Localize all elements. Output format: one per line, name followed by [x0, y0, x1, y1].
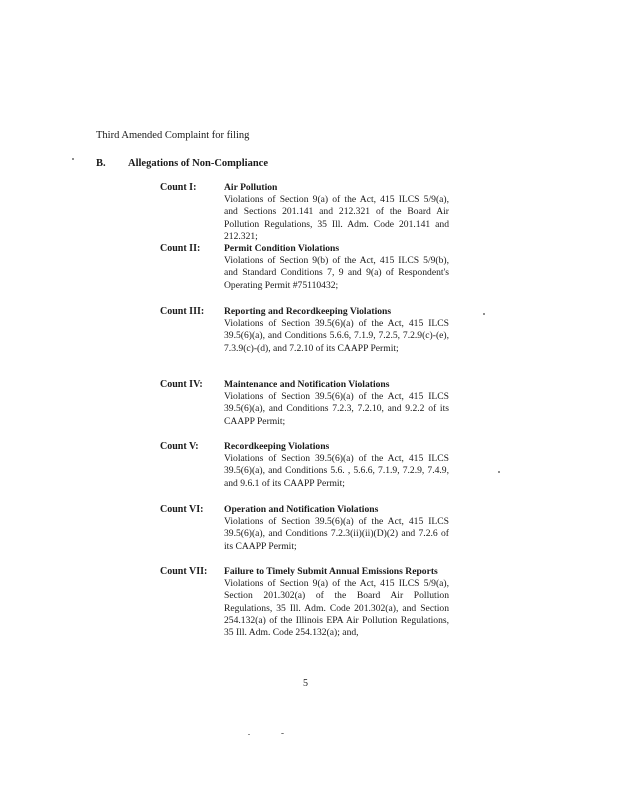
- count-title: Recordkeeping Violations: [224, 441, 330, 452]
- count-text: Violations of Section 9(a) of the Act, 415 ILCS 5/9(a), Section 201.302(a) of the Board Air Pollution Regulations, 35 Ill. Adm. Code 201.302(a), and Section 254.132(a) of the Illinois EPA Air Pollution Regulations, 35 Ill. Adm. Code 254.132(a); and,: [224, 578, 449, 639]
- count-text: Violations of Section 39.5(6)(a) of the Act, 415 ILCS 39.5(6)(a), and Conditions 5.6.6, 7.1.9, 7.2.5, 7.2.9(c)-(e), 7.3.9(c)-(d), and 7.2.10 of its CAAPP Permit;: [224, 318, 449, 354]
- document-header: Third Amended Complaint for filing: [96, 130, 250, 141]
- count-text: Violations of Section 39.5(6)(a) of the Act, 415 ILCS 39.5(6)(a), and Conditions 7.2.3(ii)(ii)(D)(2) and 7.2.6 of its CAAPP Permit;: [224, 516, 449, 552]
- count-title: Reporting and Recordkeeping Violations: [224, 306, 392, 317]
- page-number: 5: [303, 678, 308, 689]
- count-text: Violations of Section 9(a) of the Act, 415 ILCS 5/9(a), and Sections 201.141 and 212.321 of the Board Air Pollution Regulations, 35 Ill. Adm. Code 201.141 and 212.321;: [224, 194, 449, 242]
- count-label: Count IV:: [160, 379, 203, 390]
- count-label: Count V:: [160, 441, 199, 452]
- section-letter: B.: [96, 158, 106, 169]
- count-label: Count VII:: [160, 566, 208, 577]
- section-title: Allegations of Non-Compliance: [128, 158, 268, 169]
- scan-speck: [281, 733, 284, 734]
- count-label: Count VI:: [160, 504, 204, 515]
- count-text: Violations of Section 9(b) of the Act, 415 ILCS 5/9(b), and Standard Conditions 7, 9 and 9(a) of Respondent's Operating Permit #75110432;: [224, 255, 449, 291]
- count-title: Permit Condition Violations: [224, 243, 340, 254]
- count-title: Air Pollution: [224, 182, 278, 193]
- scan-speck: [483, 313, 485, 315]
- count-title: Failure to Timely Submit Annual Emissions Reports: [224, 566, 438, 577]
- count-label: Count I:: [160, 182, 197, 193]
- scan-speck: [498, 471, 500, 473]
- count-text: Violations of Section 39.5(6)(a) of the Act, 415 ILCS 39.5(6)(a), and Conditions 5.6. , 5.6.6, 7.1.9, 7.2.9, 7.4.9, and 9.6.1 of its CAAPP Permit;: [224, 453, 449, 489]
- count-label: Count II:: [160, 243, 201, 254]
- count-title: Operation and Notification Violations: [224, 504, 379, 515]
- count-text: Violations of Section 39.5(6)(a) of the Act, 415 ILCS 39.5(6)(a), and Conditions 7.2.3, 7.2.10, and 9.2.2 of its CAAPP Permit;: [224, 391, 449, 427]
- count-title: Maintenance and Notification Violations: [224, 379, 390, 390]
- scan-speck: [72, 158, 74, 160]
- scan-speck: [248, 734, 250, 735]
- count-label: Count III:: [160, 306, 205, 317]
